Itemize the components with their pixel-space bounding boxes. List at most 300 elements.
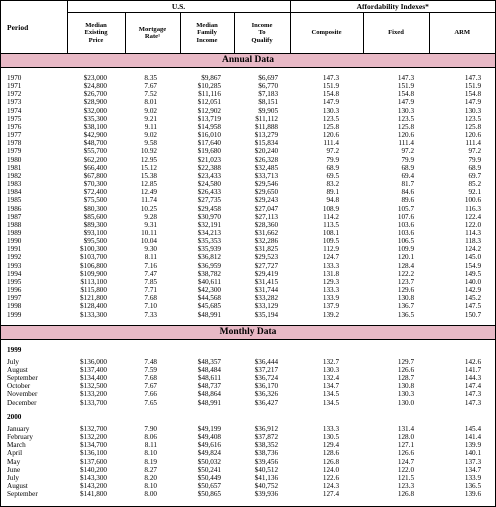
median-existing-price-cell: $109,900 — [80, 269, 107, 278]
median-family-income-cell: $42,300 — [197, 286, 221, 295]
col-header-income-to-qualify: Income To Qualify — [234, 13, 290, 54]
period-cell: 1996 — [7, 286, 22, 295]
fixed-index-cell: 128.0 — [397, 433, 415, 442]
period-cell: August — [7, 366, 28, 374]
median-family-income-cell: $48,611 — [197, 374, 221, 383]
median-existing-price-cell: $132,500 — [80, 382, 107, 391]
fixed-index-cell: 126.8 — [397, 490, 415, 499]
period-cell: 1975 — [7, 114, 22, 123]
income-to-qualify-cell: $33,129 — [254, 302, 279, 311]
table-row — [1, 474, 495, 482]
arm-index-cell: 154.8 — [464, 90, 482, 99]
arm-index-cell: 139.6 — [464, 490, 482, 499]
period-cell: 1990 — [7, 237, 22, 246]
composite-index-cell: 133.3 — [322, 261, 340, 270]
median-existing-price-cell: $134,400 — [80, 374, 107, 383]
period-cell: 1992 — [7, 253, 22, 262]
fixed-index-cell: 126.6 — [397, 366, 415, 374]
arm-index-cell: 147.3 — [464, 398, 482, 407]
table-row — [1, 466, 495, 474]
median-family-income-cell: $48,991 — [197, 310, 221, 319]
median-existing-price-cell: $133,300 — [80, 310, 107, 319]
income-to-qualify-cell: $36,912 — [254, 424, 279, 433]
arm-index-cell: 141.7 — [464, 366, 482, 374]
income-to-qualify-cell: $36,444 — [254, 357, 279, 366]
table-row — [1, 98, 495, 106]
composite-index-cell: 128.6 — [322, 449, 340, 458]
affordability-table — [1, 1, 495, 498]
arm-index-cell: 147.4 — [464, 382, 482, 391]
mortgage-rate-cell: 9.30 — [144, 245, 157, 254]
fixed-index-cell: 123.7 — [397, 277, 415, 286]
arm-index-cell: 142.9 — [464, 286, 482, 295]
income-to-qualify-cell: $31,744 — [254, 286, 279, 295]
fixed-index-cell: 130.8 — [397, 382, 415, 391]
composite-index-cell: 112.9 — [323, 245, 340, 254]
table-row — [1, 262, 495, 270]
composite-index-cell: 89.1 — [326, 188, 340, 197]
composite-index-cell: 109.5 — [322, 237, 340, 246]
composite-index-cell: 133.3 — [322, 424, 340, 433]
mortgage-rate-cell: 10.92 — [140, 147, 157, 156]
fixed-index-cell: 97.2 — [401, 147, 415, 156]
mortgage-rate-cell: 8.19 — [144, 457, 157, 466]
period-cell: July — [7, 357, 19, 366]
monthly-data-title: Monthly Data — [1, 325, 495, 339]
period-cell: 1982 — [7, 171, 22, 180]
arm-index-cell: 124.2 — [464, 245, 482, 254]
period-cell: 1974 — [7, 106, 22, 115]
table-row — [1, 123, 495, 131]
income-to-qualify-cell: $27,047 — [254, 204, 279, 213]
period-header: Period — [7, 22, 29, 32]
median-family-income-cell: $36,959 — [197, 261, 221, 270]
period-cell: August — [7, 482, 28, 491]
median-existing-price-cell: $67,800 — [83, 171, 107, 180]
income-to-qualify-cell: $29,243 — [254, 196, 279, 205]
arm-index-cell: 140.0 — [464, 277, 482, 286]
income-to-qualify-cell: $9,905 — [258, 106, 279, 115]
income-to-qualify-cell: $7,183 — [258, 90, 279, 99]
year-heading-row — [1, 413, 495, 421]
table-row — [1, 441, 495, 449]
composite-index-cell: 133.9 — [322, 294, 340, 303]
mortgage-rate-cell: 8.11 — [144, 253, 157, 262]
composite-index-cell: 139.2 — [322, 310, 340, 319]
composite-index-cell: 114.2 — [323, 212, 340, 221]
arm-index-cell: 147.9 — [464, 98, 482, 107]
median-family-income-cell: $21,023 — [197, 155, 221, 164]
header-row-columns — [1, 13, 495, 54]
arm-index-cell: 154.9 — [464, 261, 482, 270]
period-cell: 1970 — [7, 74, 22, 82]
arm-index-cell: 147.3 — [464, 74, 482, 82]
fixed-index-cell: 151.9 — [397, 82, 415, 91]
period-cell: 1981 — [7, 163, 22, 172]
annual-data-title: Annual Data — [1, 54, 495, 68]
composite-index-cell: 132.7 — [322, 357, 340, 366]
period-cell: March — [7, 441, 26, 450]
arm-index-cell: 122.0 — [464, 220, 482, 229]
composite-index-cell: 129.3 — [322, 277, 340, 286]
table-row — [1, 74, 495, 82]
period-cell: 1979 — [7, 147, 22, 156]
median-family-income-cell: $50,241 — [197, 465, 221, 474]
table-row — [1, 245, 495, 253]
composite-index-cell: 126.8 — [322, 457, 340, 466]
table-row — [1, 90, 495, 98]
table-row — [1, 221, 495, 229]
median-family-income-cell: $44,568 — [197, 294, 221, 303]
composite-index-cell: 120.6 — [322, 131, 340, 140]
arm-index-cell: 136.5 — [464, 482, 482, 491]
income-to-qualify-cell: $31,662 — [254, 228, 279, 237]
median-existing-price-cell: $128,400 — [80, 302, 107, 311]
median-existing-price-cell: $32,000 — [83, 106, 107, 115]
median-family-income-cell: $49,199 — [197, 424, 221, 433]
mortgage-rate-cell: 9.31 — [144, 220, 157, 229]
fixed-index-cell: 120.6 — [397, 131, 415, 140]
mortgage-rate-cell: 7.68 — [144, 374, 157, 383]
median-existing-price-cell: $55,700 — [83, 147, 107, 156]
mortgage-rate-cell: 7.10 — [144, 302, 157, 311]
income-to-qualify-cell: $36,170 — [254, 382, 279, 391]
fixed-index-cell: 68.9 — [401, 163, 415, 172]
affordability-group-header: Affordability Indexes* — [290, 1, 495, 13]
income-to-qualify-cell: $39,456 — [254, 457, 279, 466]
median-existing-price-cell: $133,200 — [80, 390, 107, 399]
median-family-income-cell: $9,867 — [201, 74, 221, 82]
median-existing-price-cell: $23,000 — [83, 74, 107, 82]
composite-index-cell: 108.9 — [322, 204, 340, 213]
median-family-income-cell: $50,657 — [197, 482, 221, 491]
median-existing-price-cell: $103,700 — [80, 253, 107, 262]
arm-index-cell: 145.4 — [464, 424, 482, 433]
median-family-income-cell: $14,958 — [197, 122, 221, 131]
median-existing-price-cell: $133,700 — [80, 398, 107, 407]
income-to-qualify-cell: $37,872 — [254, 433, 279, 442]
period-cell: July — [7, 473, 19, 482]
table-row — [1, 449, 495, 457]
median-existing-price-cell: $106,800 — [80, 261, 107, 270]
period-cell: 1976 — [7, 122, 22, 131]
year-heading: 2000 — [7, 412, 22, 421]
mortgage-rate-cell: 8.01 — [144, 98, 157, 107]
median-family-income-cell: $27,735 — [197, 196, 221, 205]
median-family-income-cell: $17,640 — [197, 139, 221, 148]
mortgage-rate-cell: 7.65 — [144, 398, 157, 407]
income-to-qualify-cell: $36,427 — [254, 398, 279, 407]
table-row — [1, 172, 495, 180]
arm-index-cell: 149.5 — [464, 269, 482, 278]
arm-index-cell: 141.4 — [464, 433, 482, 442]
median-family-income-cell: $50,865 — [197, 490, 221, 499]
median-family-income-cell: $48,737 — [197, 382, 221, 391]
income-to-qualify-cell: $20,240 — [254, 147, 279, 156]
arm-index-cell: 79.9 — [468, 155, 482, 164]
composite-index-cell: 137.9 — [322, 302, 340, 311]
mortgage-rate-cell: 7.48 — [144, 357, 157, 366]
year-heading: 1999 — [7, 345, 22, 354]
arm-index-cell: 111.4 — [465, 139, 482, 148]
table-row — [1, 399, 495, 407]
arm-index-cell: 69.7 — [468, 171, 482, 180]
composite-index-cell: 124.7 — [322, 253, 340, 262]
fixed-index-cell: 154.8 — [397, 90, 415, 99]
median-family-income-cell: $22,388 — [197, 163, 221, 172]
composite-index-cell: 132.4 — [322, 374, 340, 383]
composite-index-cell: 124.3 — [322, 482, 340, 491]
period-cell: 1999 — [7, 310, 22, 319]
fixed-index-cell: 123.3 — [397, 482, 415, 491]
median-family-income-cell: $49,408 — [197, 433, 221, 442]
income-to-qualify-cell: $33,713 — [254, 171, 279, 180]
income-to-qualify-cell: $6,697 — [258, 74, 279, 82]
median-existing-price-cell: $134,700 — [80, 441, 107, 450]
mortgage-rate-cell: 7.85 — [144, 277, 157, 286]
table-row — [1, 164, 495, 172]
income-to-qualify-cell: $36,724 — [254, 374, 279, 383]
mortgage-rate-cell: 10.11 — [141, 228, 157, 237]
median-existing-price-cell: $35,300 — [83, 114, 107, 123]
monthly-data-band — [1, 325, 495, 339]
mortgage-rate-cell: 12.49 — [140, 188, 157, 197]
median-family-income-cell: $36,812 — [197, 253, 221, 262]
median-existing-price-cell: $132,200 — [80, 433, 107, 442]
mortgage-rate-cell: 8.35 — [144, 74, 157, 82]
composite-index-cell: 129.4 — [322, 441, 340, 450]
fixed-index-cell: 109.9 — [397, 245, 415, 254]
mortgage-rate-cell: 15.38 — [140, 171, 157, 180]
income-to-qualify-cell: $27,727 — [254, 261, 279, 270]
composite-index-cell: 123.5 — [322, 114, 340, 123]
mortgage-rate-cell: 7.67 — [144, 82, 157, 91]
median-existing-price-cell: $95,500 — [83, 237, 107, 246]
income-to-qualify-cell: $37,217 — [254, 366, 279, 374]
mortgage-rate-cell: 9.28 — [144, 212, 157, 221]
median-family-income-cell: $12,051 — [197, 98, 221, 107]
period-cell: September — [7, 490, 38, 499]
arm-index-cell: 139.9 — [464, 441, 482, 450]
composite-index-cell: 122.6 — [322, 473, 340, 482]
period-cell: 1989 — [7, 228, 22, 237]
composite-index-cell: 127.4 — [322, 490, 340, 499]
fixed-index-cell: 130.8 — [397, 294, 415, 303]
arm-index-cell: 147.5 — [464, 302, 482, 311]
period-cell: 1971 — [7, 82, 22, 91]
median-existing-price-cell: $24,800 — [83, 82, 107, 91]
fixed-index-cell: 69.4 — [401, 171, 415, 180]
fixed-index-cell: 136.7 — [397, 302, 415, 311]
arm-index-cell: 118.3 — [465, 237, 482, 246]
median-existing-price-cell: $38,100 — [83, 122, 107, 131]
composite-index-cell: 97.2 — [326, 147, 340, 156]
median-family-income-cell: $48,864 — [197, 390, 221, 399]
arm-index-cell: 92.1 — [468, 188, 482, 197]
table-row — [1, 237, 495, 245]
table-row — [1, 425, 495, 433]
fixed-index-cell: 89.6 — [401, 196, 415, 205]
composite-index-cell: 134.7 — [322, 382, 340, 391]
period-cell: 1984 — [7, 188, 22, 197]
median-existing-price-cell: $48,700 — [83, 139, 107, 148]
income-to-qualify-cell: $36,326 — [254, 390, 279, 399]
fixed-index-cell: 136.5 — [397, 310, 415, 319]
arm-index-cell: 144.3 — [464, 374, 482, 383]
mortgage-rate-cell: 8.27 — [144, 465, 157, 474]
median-family-income-cell: $19,680 — [197, 147, 221, 156]
year-heading-row — [1, 346, 495, 354]
annual-data-band — [1, 54, 495, 68]
income-to-qualify-cell: $29,546 — [254, 180, 279, 189]
fixed-index-cell: 129.6 — [397, 286, 415, 295]
median-family-income-cell: $48,357 — [197, 357, 221, 366]
median-existing-price-cell: $85,600 — [83, 212, 107, 221]
period-cell: 1983 — [7, 180, 22, 189]
income-to-qualify-cell: $41,136 — [254, 473, 279, 482]
table-row — [1, 278, 495, 286]
composite-index-cell: 83.2 — [326, 180, 340, 189]
period-cell: 1988 — [7, 220, 22, 229]
median-family-income-cell: $48,484 — [197, 366, 221, 374]
arm-index-cell: 134.7 — [464, 465, 482, 474]
fixed-index-cell: 79.9 — [401, 155, 415, 164]
income-to-qualify-cell: $33,282 — [254, 294, 279, 303]
median-existing-price-cell: $121,800 — [80, 294, 107, 303]
median-existing-price-cell: $42,900 — [83, 131, 107, 140]
table-row — [1, 115, 495, 123]
composite-index-cell: 111.4 — [323, 139, 340, 148]
fixed-index-cell: 103.6 — [397, 228, 415, 237]
table-row — [1, 358, 495, 366]
mortgage-rate-cell: 8.11 — [144, 441, 157, 450]
arm-index-cell: 151.9 — [464, 82, 482, 91]
income-to-qualify-cell: $31,415 — [254, 277, 279, 286]
mortgage-rate-cell: 8.10 — [144, 449, 157, 458]
composite-index-cell: 134.5 — [322, 390, 340, 399]
col-header-fixed: Fixed — [363, 13, 429, 54]
period-cell: 1973 — [7, 98, 22, 107]
table-row — [1, 205, 495, 213]
median-family-income-cell: $16,010 — [197, 131, 221, 140]
median-existing-price-cell: $100,300 — [80, 245, 107, 254]
period-cell: April — [7, 449, 23, 458]
mortgage-rate-cell: 11.74 — [141, 196, 157, 205]
header-row-groups — [1, 1, 495, 13]
income-to-qualify-cell: $40,512 — [254, 465, 279, 474]
composite-index-cell: 94.8 — [326, 196, 340, 205]
table-row — [1, 139, 495, 147]
mortgage-rate-cell: 12.85 — [140, 180, 157, 189]
median-existing-price-cell: $137,400 — [80, 366, 107, 374]
median-existing-price-cell: $143,200 — [80, 482, 107, 491]
table-row — [1, 286, 495, 294]
fixed-index-cell: 130.3 — [397, 390, 415, 399]
arm-index-cell: 123.5 — [464, 114, 482, 123]
table-row — [1, 311, 495, 319]
mortgage-rate-cell: 8.00 — [144, 490, 157, 499]
fixed-index-cell: 128.7 — [397, 374, 415, 383]
table-row — [1, 213, 495, 221]
income-to-qualify-cell: $38,736 — [254, 449, 279, 458]
fixed-index-cell: 131.4 — [397, 424, 415, 433]
median-family-income-cell: $35,939 — [197, 245, 221, 254]
median-family-income-cell: $12,902 — [197, 106, 221, 115]
median-existing-price-cell: $137,600 — [80, 457, 107, 466]
fixed-index-cell: 130.0 — [397, 398, 415, 407]
period-cell: 1980 — [7, 155, 22, 164]
col-header-composite: Composite — [290, 13, 363, 54]
median-family-income-cell: $26,433 — [197, 188, 221, 197]
monthly-data-body — [1, 339, 495, 498]
fixed-index-cell: 121.5 — [397, 473, 415, 482]
mortgage-rate-cell: 7.52 — [144, 90, 157, 99]
median-family-income-cell: $50,032 — [197, 457, 221, 466]
table-row — [1, 156, 495, 164]
income-to-qualify-cell: $13,279 — [254, 131, 279, 140]
mortgage-rate-cell: 10.04 — [140, 237, 157, 246]
median-family-income-cell: $49,616 — [197, 441, 221, 450]
period-cell: 1977 — [7, 131, 22, 140]
mortgage-rate-cell: 9.02 — [144, 106, 157, 115]
income-to-qualify-cell: $11,112 — [255, 114, 279, 123]
fixed-index-cell: 81.7 — [401, 180, 415, 189]
table-row — [1, 180, 495, 188]
median-family-income-cell: $24,580 — [197, 180, 221, 189]
arm-index-cell: 137.3 — [464, 457, 482, 466]
fixed-index-cell: 124.7 — [397, 457, 415, 466]
income-to-qualify-cell: $11,888 — [254, 122, 279, 131]
arm-index-cell: 150.7 — [464, 310, 482, 319]
fixed-index-cell: 123.5 — [397, 114, 415, 123]
arm-index-cell: 100.6 — [464, 196, 482, 205]
period-cell: November — [7, 390, 38, 399]
median-existing-price-cell: $62,200 — [83, 155, 107, 164]
income-to-qualify-cell: $15,834 — [254, 139, 279, 148]
annual-data-body — [1, 68, 495, 319]
income-to-qualify-cell: $26,328 — [254, 155, 279, 164]
mortgage-rate-cell: 8.06 — [144, 433, 157, 442]
period-cell: September — [7, 374, 38, 383]
period-cell: 1978 — [7, 139, 22, 148]
table-row — [1, 490, 495, 498]
median-family-income-cell: $35,353 — [197, 237, 221, 246]
fixed-index-cell: 106.5 — [397, 237, 415, 246]
mortgage-rate-cell: 7.33 — [144, 310, 157, 319]
period-cell: October — [7, 382, 31, 391]
income-to-qualify-cell: $27,113 — [254, 212, 279, 221]
table-row — [1, 253, 495, 261]
col-header-median-family-income: Median Family Income — [180, 13, 234, 54]
table-row — [1, 374, 495, 382]
median-existing-price-cell: $70,300 — [83, 180, 107, 189]
arm-index-cell: 120.6 — [464, 131, 482, 140]
mortgage-rate-cell: 7.66 — [144, 390, 157, 399]
period-cell: 1997 — [7, 294, 22, 303]
mortgage-rate-cell: 7.67 — [144, 382, 157, 391]
arm-index-cell: 122.4 — [464, 212, 482, 221]
median-family-income-cell: $49,824 — [197, 449, 221, 458]
table-row — [1, 188, 495, 196]
mortgage-rate-cell: 9.21 — [144, 114, 157, 123]
income-to-qualify-cell: $32,286 — [254, 237, 279, 246]
fixed-index-cell: 126.6 — [397, 449, 415, 458]
income-to-qualify-cell: $28,360 — [254, 220, 279, 229]
income-to-qualify-cell: $29,650 — [254, 188, 279, 197]
fixed-index-cell: 127.1 — [397, 441, 415, 450]
mortgage-rate-cell: 15.12 — [140, 163, 157, 172]
arm-index-cell: 142.6 — [464, 357, 482, 366]
